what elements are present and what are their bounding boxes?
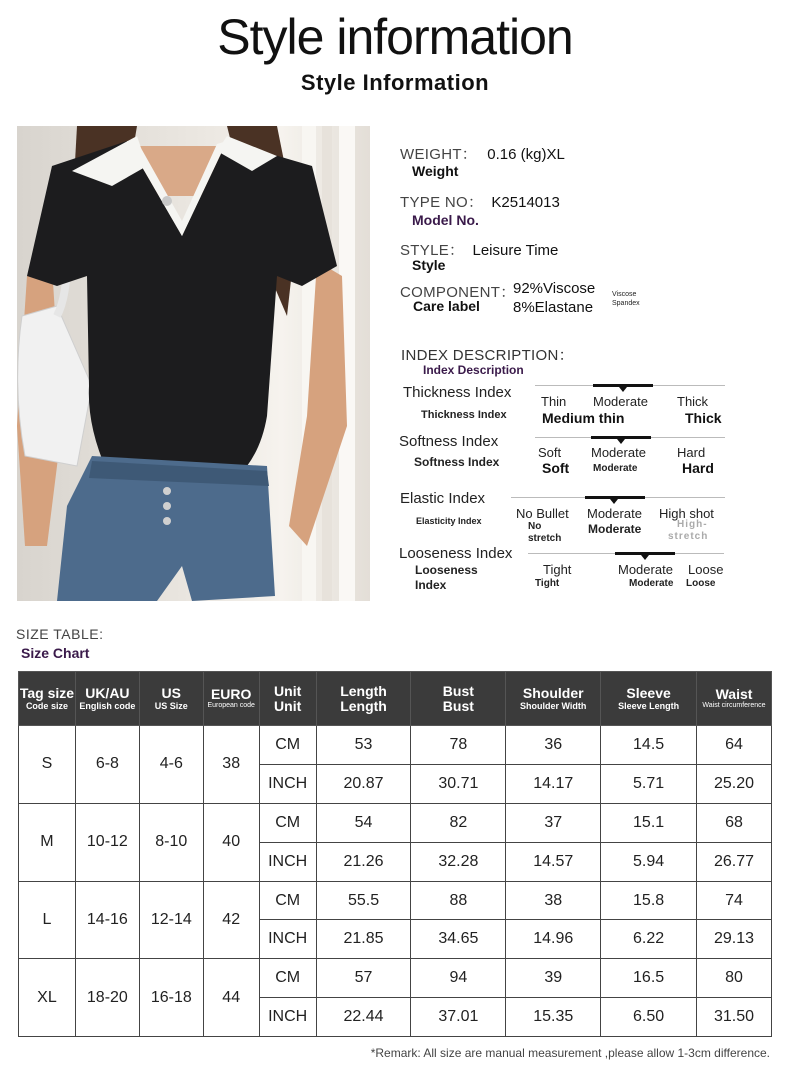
header-uk-au: UK/AU English code [75,672,139,726]
header-us: US US Size [139,672,203,726]
looseness-marker-icon [641,555,649,560]
size-table-header-row [19,672,772,726]
softness-index-sublabel: Softness Index [414,455,500,469]
looseness-index-label: Looseness Index [399,545,513,562]
sleeve-cell: 15.1 [601,803,697,842]
size-table-label: SIZE TABLE: [16,626,104,642]
euro-cell: 40 [203,803,259,881]
sleeve-cell: 6.22 [601,920,697,959]
size-chart-label: Size Chart [21,645,90,661]
bust-cell: 78 [411,726,506,765]
looseness-small-2: Moderate [629,578,674,589]
unit-inch-cell: INCH [259,920,316,959]
style-label: STYLE： [400,242,465,259]
length-cell: 57 [316,959,411,998]
softness-level-3: Hard [677,445,706,460]
softness-level-1: Soft [538,445,562,460]
shoulder-cell: 15.35 [506,998,601,1037]
component-value-2: 8%Elastane [513,299,594,316]
bust-cell: 32.28 [411,842,506,881]
bust-cell: 82 [411,803,506,842]
component-tiny-2: Spandex [612,300,640,307]
softness-bold-1: Soft [542,460,570,476]
unit-inch-cell: INCH [259,764,316,803]
shoulder-cell: 14.17 [506,764,601,803]
header-length: Length Length [316,672,411,726]
waist-cell: 31.50 [697,998,772,1037]
waist-cell: 29.13 [697,920,772,959]
unit-cm-cell: CM [259,881,316,920]
header-bust: Bust Bust [411,672,506,726]
length-cell: 55.5 [316,881,411,920]
length-cell: 53 [316,726,411,765]
elastic-marker-icon [610,499,618,504]
uk-cell: 6-8 [75,726,139,804]
thickness-level-1: Thin [541,394,567,409]
table-row [19,959,772,998]
weight-value: 0.16 (kg)XL [487,146,565,163]
weight-row [400,143,565,164]
elastic-level-2: Moderate [587,506,642,521]
softness-level-2: Moderate [591,445,646,460]
size-table [18,671,772,1037]
elastic-index-label: Elastic Index [400,490,486,507]
size-tag-cell: S [19,726,76,804]
waist-cell: 80 [697,959,772,998]
unit-cm-cell: CM [259,959,316,998]
thickness-level-2: Moderate [593,394,648,409]
length-cell: 21.85 [316,920,411,959]
waist-cell: 68 [697,803,772,842]
elastic-level-1: No Bullet [516,506,569,521]
looseness-small-3: Loose [686,578,716,589]
looseness-index-sublabel-2: Index [415,578,447,592]
table-row [19,881,772,920]
shoulder-cell: 14.57 [506,842,601,881]
type-row [400,191,560,212]
waist-cell: 26.77 [697,842,772,881]
sleeve-cell: 16.5 [601,959,697,998]
length-cell: 21.26 [316,842,411,881]
component-tiny-1: Viscose [612,291,637,298]
elastic-gray-1b: stretch [668,531,709,542]
weight-label: WEIGHT： [400,146,478,163]
softness-bold-2: Hard [682,460,714,476]
uk-cell: 14-16 [75,881,139,959]
looseness-index-sublabel-1: Looseness [415,563,478,577]
softness-index-label: Softness Index [399,433,499,450]
style-sublabel: Style [412,257,446,273]
product-illustration [17,126,370,601]
table-row [19,803,772,842]
header-euro: EURO European code [203,672,259,726]
us-cell: 12-14 [139,881,203,959]
sleeve-cell: 15.8 [601,881,697,920]
type-sublabel: Model No. [412,212,479,228]
waist-cell: 25.20 [697,764,772,803]
euro-cell: 38 [203,726,259,804]
weight-sublabel: Weight [412,163,459,179]
thickness-index-label: Thickness Index [403,384,512,401]
length-cell: 22.44 [316,998,411,1037]
waist-cell: 64 [697,726,772,765]
unit-inch-cell: INCH [259,842,316,881]
us-cell: 4-6 [139,726,203,804]
product-photo [17,126,370,601]
elastic-level-3: High shot [659,506,714,521]
component-label: COMPONENT： [400,284,516,301]
unit-cm-cell: CM [259,803,316,842]
shoulder-cell: 39 [506,959,601,998]
us-cell: 16-18 [139,959,203,1037]
header-shoulder: Shoulder Shoulder Width [506,672,601,726]
thickness-marker-icon [619,387,627,392]
bust-cell: 94 [411,959,506,998]
elastic-index-sublabel: Elasticity Index [416,516,482,526]
thickness-index-sublabel: Thickness Index [421,409,507,421]
looseness-level-1: Tight [543,562,572,577]
thickness-level-3: Thick [677,394,709,409]
elastic-bold-1: Moderate [588,522,642,536]
header-unit: Unit Unit [259,672,316,726]
header-sleeve: Sleeve Sleeve Length [601,672,697,726]
elastic-small-1b: stretch [528,533,562,544]
uk-cell: 10-12 [75,803,139,881]
elastic-gray-1: High- [677,519,708,530]
sleeve-cell: 5.71 [601,764,697,803]
table-row [19,726,772,765]
sleeve-cell: 14.5 [601,726,697,765]
euro-cell: 44 [203,959,259,1037]
header-tag-size: Tag size Code size [19,672,76,726]
waist-cell: 74 [697,881,772,920]
remark-note: *Remark: All size are manual measurement ,please allow 1-3cm difference. [370,1046,770,1060]
unit-cm-cell: CM [259,726,316,765]
bust-cell: 88 [411,881,506,920]
softness-small-1: Moderate [593,463,638,474]
shoulder-cell: 14.96 [506,920,601,959]
elastic-small-1: No [528,521,542,532]
thickness-bold-1: Medium thin [542,410,625,426]
looseness-small-1: Tight [535,578,560,589]
size-tag-cell: M [19,803,76,881]
softness-marker-icon [617,439,625,444]
component-sublabel: Care label [413,298,480,314]
type-value: K2514013 [491,194,560,211]
shoulder-cell: 36 [506,726,601,765]
bust-cell: 30.71 [411,764,506,803]
thickness-bold-2: Thick [685,410,722,426]
length-cell: 20.87 [316,764,411,803]
uk-cell: 18-20 [75,959,139,1037]
sleeve-cell: 6.50 [601,998,697,1037]
bust-cell: 37.01 [411,998,506,1037]
page-subtitle: Style Information [300,70,490,95]
component-value-1: 92%Viscose [513,280,596,297]
index-subtitle: Index Description [423,363,524,377]
size-tag-cell: XL [19,959,76,1037]
index-title: INDEX DESCRIPTION： [401,347,574,364]
euro-cell: 42 [203,881,259,959]
looseness-level-2: Moderate [618,562,673,577]
shoulder-cell: 38 [506,881,601,920]
us-cell: 8-10 [139,803,203,881]
shoulder-cell: 37 [506,803,601,842]
looseness-level-3: Loose [688,562,724,577]
style-value: Leisure Time [472,242,559,259]
size-tag-cell: L [19,881,76,959]
bust-cell: 34.65 [411,920,506,959]
unit-inch-cell: INCH [259,998,316,1037]
sleeve-cell: 5.94 [601,842,697,881]
page-title: Style information [217,9,573,65]
header-waist: Waist Waist circumference [697,672,772,726]
length-cell: 54 [316,803,411,842]
type-label: TYPE NO： [400,194,484,211]
